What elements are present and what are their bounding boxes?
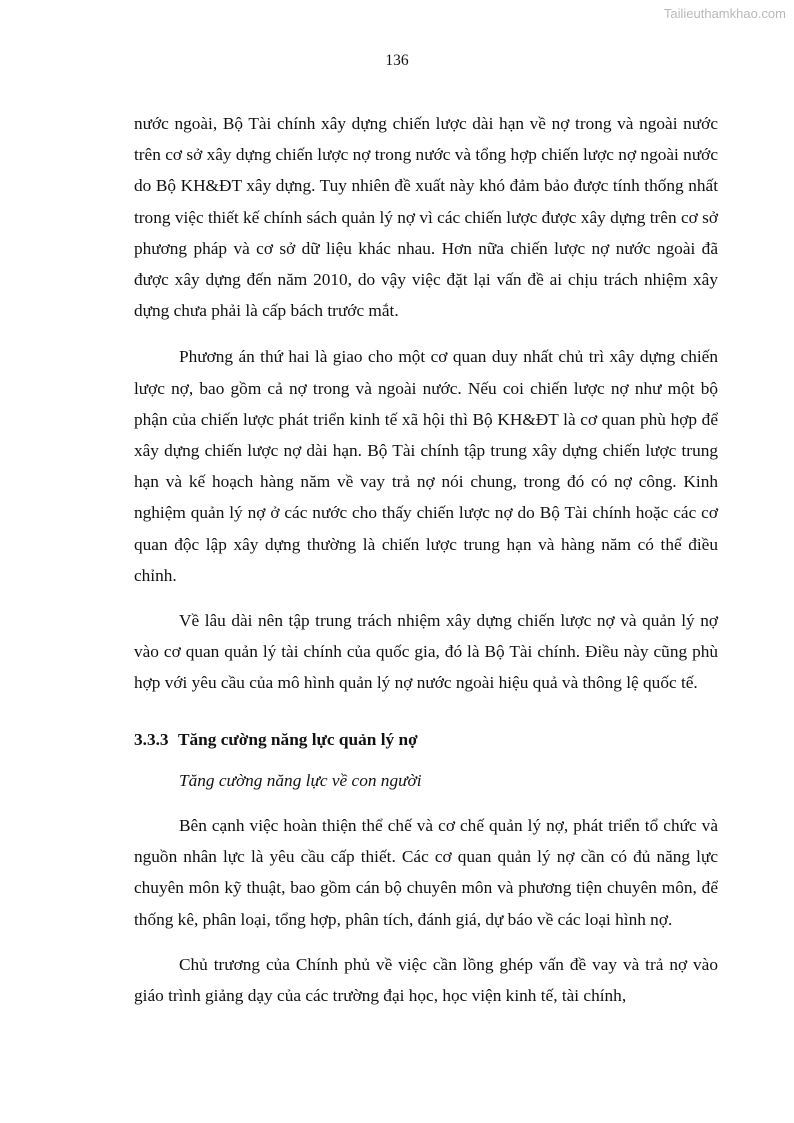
- paragraph: nước ngoài, Bộ Tài chính xây dựng chiến lược dài hạn về nợ trong và ngoài nước trên cơ sở xây dựng chiến lược nợ trong nước và tổng hợp chiến lược nợ ngoài nước do Bộ KH&ĐT xây dựng. Tuy nhiên đề xuất này khó đảm bảo được tính thống nhất trong việc thiết kế chính sách quản lý nợ vì các chiến lược được xây dựng trên cơ sở phương pháp và cơ sở dữ liệu khác nhau. Hơn nữa chiến lược nợ nước ngoài đã được xây dựng đến năm 2010, do vậy việc đặt lại vấn đề ai chịu trách nhiệm xây dựng chưa phải là cấp bách trước mắt.: [134, 114, 718, 321]
- paragraph: Phương án thứ hai là giao cho một cơ quan duy nhất chủ trì xây dựng chiến lược nợ, bao gồm cả nợ trong và ngoài nước. Nếu coi chiến lược nợ như một bộ phận của chiến lược phát triển kinh tế xã hội thì Bộ KH&ĐT là cơ quan phù hợp để xây dựng chiến lược nợ dài hạn. Bộ Tài chính tập trung xây dựng chiến lược trung hạn và kế hoạch hàng năm về vay trả nợ nói chung, trong đó có nợ công. Kinh nghiệm quản lý nợ ở các nước cho thấy chiến lược nợ do Bộ Tài chính hoặc các cơ quan độc lập xây dựng thường là chiến lược trung hạn và hàng năm có thể điều chỉnh.: [134, 347, 718, 585]
- section-number: 3.3.3: [134, 729, 169, 749]
- page-number: 136: [385, 52, 409, 69]
- document-body: [134, 108, 718, 1011]
- section-heading: [134, 724, 718, 755]
- section-title: Tăng cường năng lực quản lý nợ: [178, 729, 418, 749]
- paragraph: Về lâu dài nên tập trung trách nhiệm xây dựng chiến lược nợ và quản lý nợ vào cơ quan quản lý tài chính của quốc gia, đó là Bộ Tài chính. Điều này cũng phù hợp với yêu cầu của mô hình quản lý nợ nước ngoài hiệu quả và thông lệ quốc tế.: [134, 611, 718, 693]
- watermark: Tailieuthamkhao.com: [663, 6, 786, 21]
- subheading: Tăng cường năng lực về con người: [179, 770, 422, 790]
- paragraph: Chủ trương của Chính phủ về việc cần lồng ghép vấn đề vay và trả nợ vào giáo trình giảng dạy của các trường đại học, học viện kinh tế, tài chính,: [134, 954, 718, 1006]
- paragraph: Bên cạnh việc hoàn thiện thể chế và cơ chế quản lý nợ, phát triển tổ chức và nguồn nhân lực là yêu cầu cấp thiết. Các cơ quan quản lý nợ cần có đủ năng lực chuyên môn kỹ thuật, bao gồm cán bộ chuyên môn và phương tiện chuyên môn, để thống kê, phân loại, tổng hợp, phân tích, đánh giá, dự báo về các loại hình nợ.: [134, 816, 718, 929]
